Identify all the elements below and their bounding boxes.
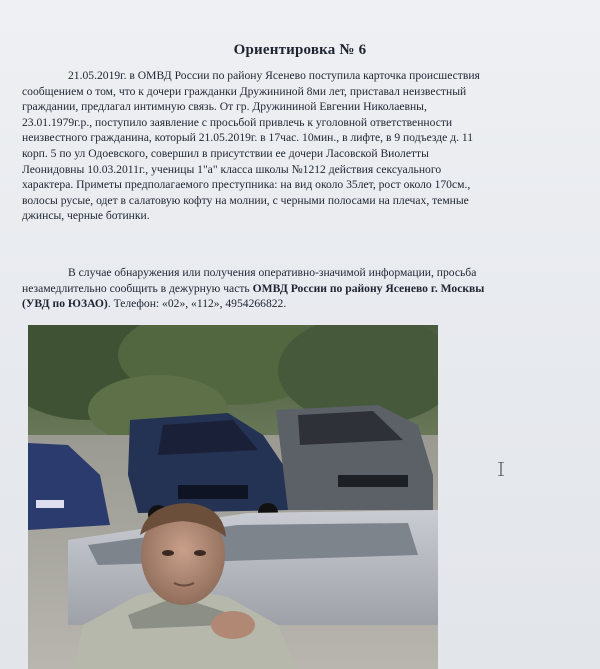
text-line: джинсы, черные ботинки. — [22, 209, 150, 223]
incident-description — [22, 68, 600, 224]
text-line: характера. Приметы предполагаемого преступника: на вид около 35лет, рост около 170см., — [22, 178, 471, 192]
text-line: граждании, предлагал интимную связь. От гр. Дружининой Евгении Николаевны, — [22, 100, 427, 114]
suspect-photo — [28, 325, 438, 669]
text-run: незамедлительно сообщить в дежурную часть — [22, 281, 253, 295]
text-line: неизвестного гражданина, который 21.05.2019г. в 17час. 10мин., в лифте, в 9 подъезде д. 11 — [22, 131, 474, 145]
text-line: корп. 5 по ул Одоевского, совершил в присутствии ее дочери Ласовской Виолетты — [22, 146, 429, 160]
department-name: ОМВД России по району Ясенево г. Москвы — [252, 281, 485, 295]
text-line: 21.05.2019г. в ОМВД России по району Ясенево поступила карточка происшествия — [68, 69, 480, 82]
document-title: Ориентировка № 6 — [233, 42, 367, 58]
text-line: сообщением о том, что к дочери гражданки Дружининой 8ми лет, приставал неизвестный — [22, 84, 467, 98]
text-line: волосы русые, одет в салатовую кофту на молнии, с черными полосами на плечах, темные — [22, 193, 469, 207]
department-region: (УВД по ЮЗАО) — [22, 297, 108, 311]
text-line: 23.01.1979г.р., поступило заявление с просьбой привлечь к уголовной ответственности — [22, 115, 453, 129]
text-line: В случае обнаружения или получения оперативно-значимой информации, просьба — [68, 266, 477, 279]
text-line — [22, 296, 600, 312]
text-line — [22, 281, 600, 297]
contact-request — [22, 265, 600, 312]
text-cursor-icon — [498, 462, 504, 476]
text-line: Леонидовны 10.03.2011г., ученицы 1"а" класса школы №1212 действия сексуального — [22, 162, 442, 176]
phone-numbers: . Телефон: «02», «112», 4954266822. — [107, 297, 287, 311]
